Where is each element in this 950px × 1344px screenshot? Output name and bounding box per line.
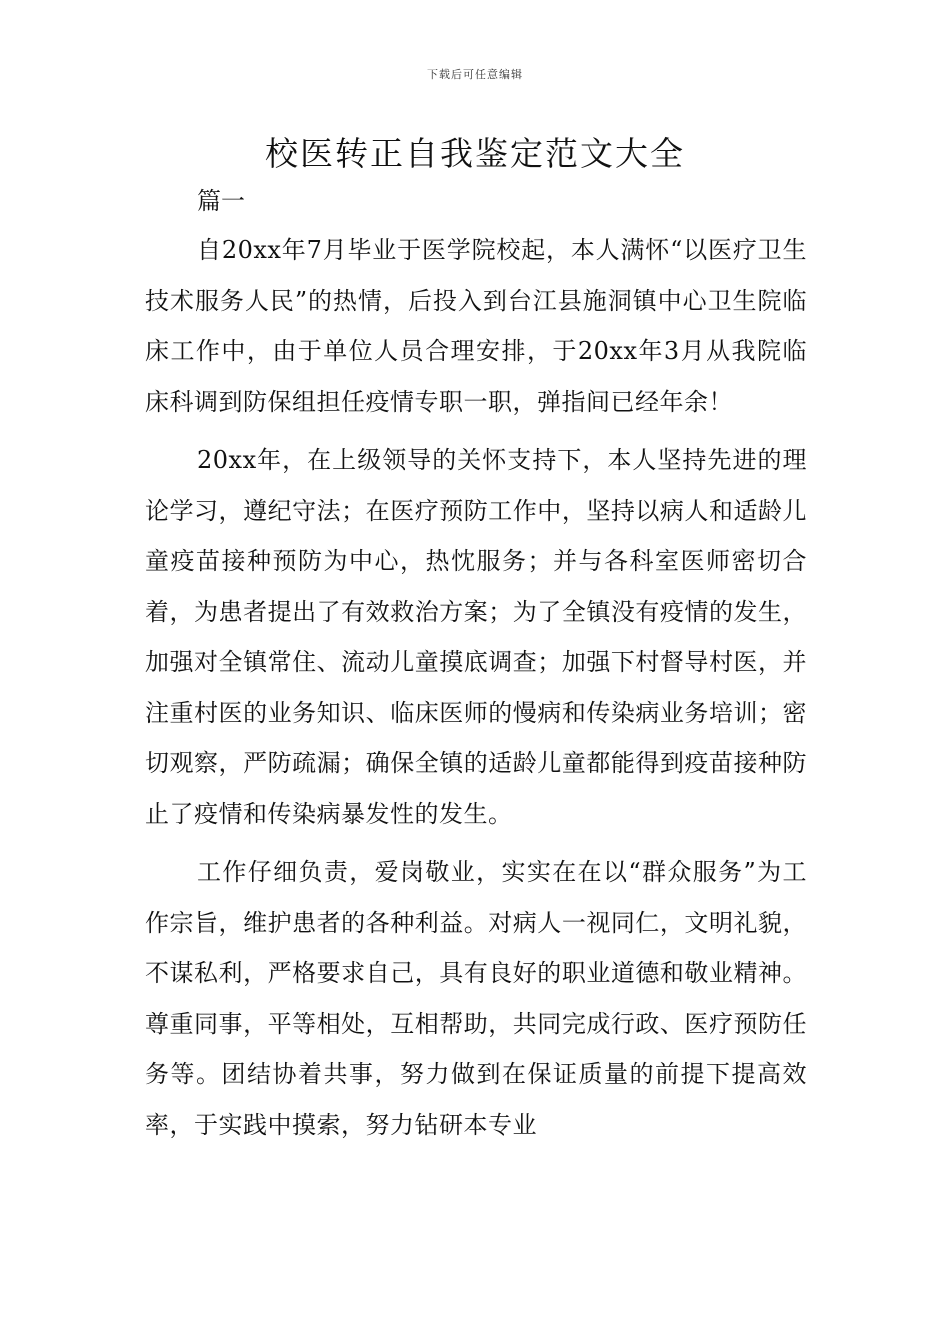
header-note: 下载后可任意编辑: [427, 68, 523, 81]
section-label: 篇一: [197, 187, 245, 215]
paragraph-2: 20xx年，在上级领导的关怀支持下，本人坚持先进的理论学习，遵纪守法；在医疗预防工作中，坚持以病人和适龄儿童疫苗接种预防为中心，热忱服务；并与各科室医师密切合着，为患者提出了有效救治方案；为了全镇没有疫情的发生，加强对全镇常住、流动儿童摸底调查；加强下村督导村医，并注重村医的业务知识、临床医师的慢病和传染病业务培训；密切观察，严防疏漏；确保全镇的适龄儿童都能得到疫苗接种防止了疫情和传染病暴发性的发生。: [145, 446, 807, 828]
paragraph-3: 工作仔细负责，爱岗敬业，实实在在以“群众服务”为工作宗旨，维护患者的各种利益。对病人一视同仁，文明礼貌，不谋私利，严格要求自己，具有良好的职业道德和敬业精神。尊重同事，平等相处，互相帮助，共同完成行政、医疗预防任务等。团结协着共事，努力做到在保证质量的前提下提高效率，于实践中摸索，努力钻研本专业: [145, 858, 807, 1139]
paragraph-1: 自20xx年7月毕业于医学院校起，本人满怀“以医疗卫生技术服务人民”的热情，后投入到台江县施洞镇中心卫生院临床工作中，由于单位人员合理安排，于20xx年3月从我院临床科调到防保组担任疫情专职一职，弹指间已经年余！: [145, 236, 807, 416]
document-title: 校医转正自我鉴定范文大全: [265, 134, 685, 173]
document-body: [145, 177, 807, 1158]
